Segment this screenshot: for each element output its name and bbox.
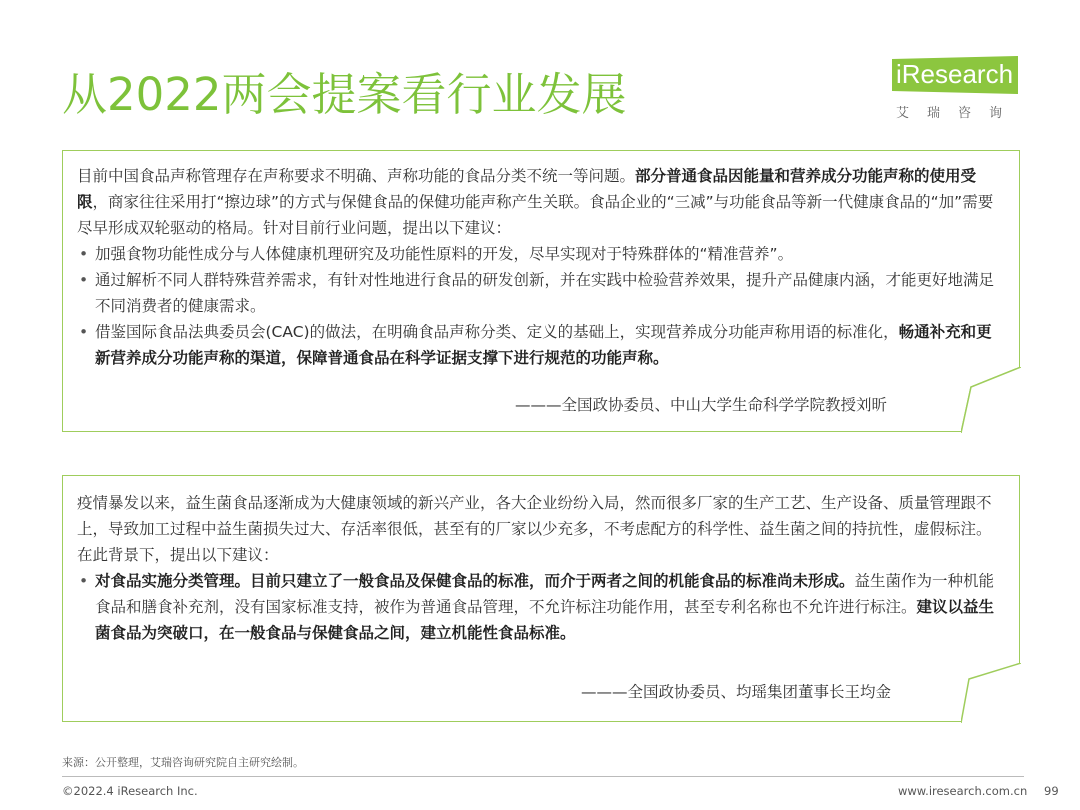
bullet-bold-text: 畅通补充和更新营养成分功能声称的渠道，保障普通食品在科学证据支撑下进行规范的功能声称。 [95, 323, 992, 367]
iresearch-logo [892, 56, 1032, 126]
page-number: 99 [1044, 784, 1059, 798]
logo-chinese-name: 艾瑞咨询 [896, 106, 1021, 121]
intro-paragraph [77, 163, 997, 241]
bullet-text: 借鉴国际食品法典委员会(CAC)的做法，在明确食品声称分类、定义的基础上，实现营养成分功能声称用语的标准化， [95, 323, 899, 341]
bullet-text: 益生菌作为一种机能食品和膳食补充剂，没有国家标准支持，被作为普通食品管理，不允许标注功能作用，甚至专利名称也不允许进行标注。 [95, 572, 995, 616]
signature: ———全国政协委员、中山大学生命科学学院教授刘昕 [515, 396, 888, 414]
proposal-card-liu-xin [62, 150, 1020, 432]
bullet-item: • 加强食物功能性成分与人体健康机理研究及功能性原料的开发，尽早实现对于特殊群体的“精准营养”。 [77, 241, 997, 267]
page-curl-icon [961, 663, 1021, 723]
intro-paragraph: 疫情暴发以来，益生菌食品逐渐成为大健康领域的新兴产业，各大企业纷纷入局，然而很多厂家的生产工艺、生产设备、质量管理跟不上，导致加工过程中益生菌损失过大、存活率很低，甚至有的厂家以少充多，不考虑配方的科学性、益生菌之间的持抗性，虚假标注。在此背景下，提出以下建议： [77, 494, 992, 564]
bullet-item: • 通过解析不同人群特殊营养需求，有针对性地进行食品的研发创新，并在实践中检验营养效果，提升产品健康内涵，才能更好地满足不同消费者的健康需求。 [77, 267, 997, 319]
card-body [77, 490, 997, 646]
bullet-bold-text: 建议以益生菌食品为突破口，在一般食品与保健食品之间，建立机能性食品标准。 [95, 598, 995, 642]
bullet-item [77, 568, 997, 646]
page-title: 从2022两会提案看行业发展 [62, 68, 627, 121]
copyright: ©2022.4 iResearch Inc. [62, 784, 198, 798]
proposal-card-wang-junjin [62, 475, 1020, 722]
bullet-item [77, 319, 997, 371]
source-note: 来源：公开整理，艾瑞咨询研究院自主研究绘制。 [62, 756, 304, 769]
signature: ———全国政协委员、均瑶集团董事长王均金 [581, 683, 892, 701]
page-curl-icon [961, 367, 1021, 433]
intro-text-cont: ，商家往往采用打“擦边球”的方式与保健食品的保健功能声称产生关联。食品企业的“三减”与功能食品等新一代健康食品的“加”需要尽早形成双轮驱动的格局。针对目前行业问题，提出以下建议： [77, 193, 994, 237]
card-body [77, 163, 997, 371]
intro-text: 目前中国食品声称管理存在声称要求不明确、声称功能的食品分类不统一等问题。 [77, 167, 636, 185]
logo-text: iResearch [896, 59, 1014, 89]
intro-bold-text: 部分普通食品因能量和营养成分功能声称的使用受限 [77, 167, 977, 211]
bullet-bold-text: 对食品实施分类管理。目前只建立了一般食品及保健食品的标准，而介于两者之间的机能食品的标准尚未形成。 [95, 572, 855, 590]
website-link[interactable]: www.iresearch.com.cn [898, 784, 1028, 798]
footer-divider [62, 776, 1024, 777]
